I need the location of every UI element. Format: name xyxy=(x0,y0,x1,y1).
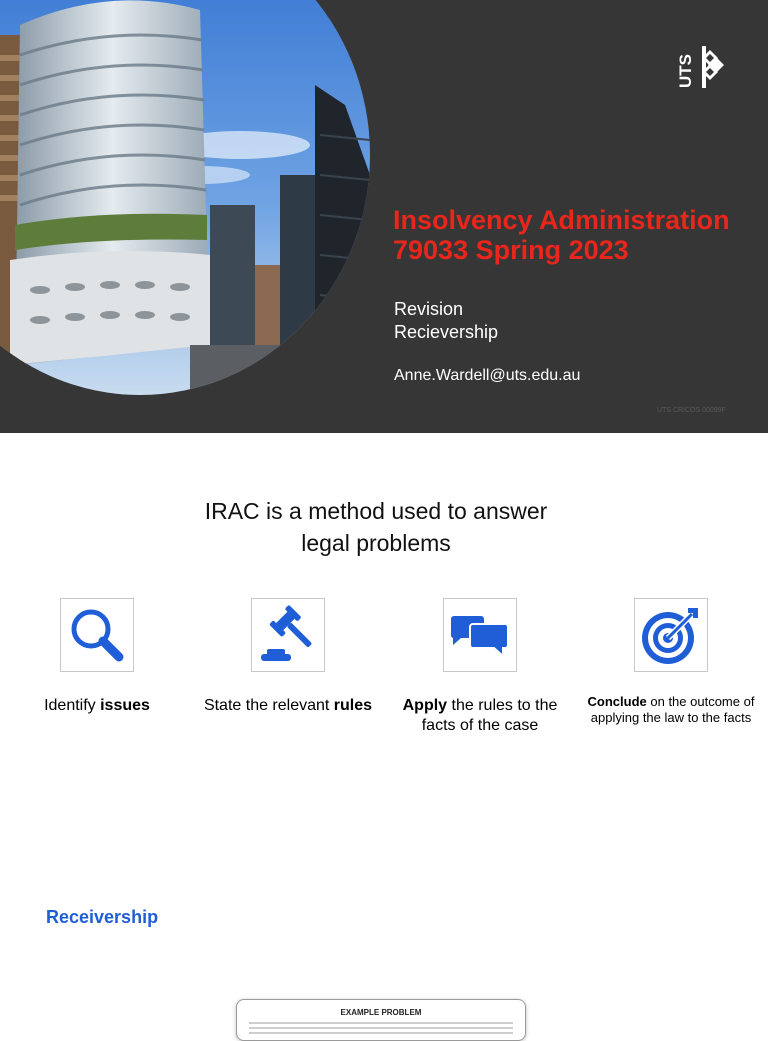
presentation-title xyxy=(393,205,730,265)
irac-step-conclude xyxy=(576,598,766,726)
irac-step-conclude-text xyxy=(576,694,766,726)
subtitle-line-2: Recievership xyxy=(394,322,499,342)
example-problem-text xyxy=(249,1022,513,1037)
irac-step-identify xyxy=(2,598,192,716)
irac-heading-line-1: IRAC is a method used to answer xyxy=(204,498,548,524)
step-text-bold: issues xyxy=(100,697,150,714)
example-problem-card xyxy=(236,999,526,1041)
step-text-bold: Conclude xyxy=(587,694,647,709)
example-problem-title: EXAMPLE PROBLEM xyxy=(340,1008,422,1017)
cricos-footer: UTS CRICOS 00099F xyxy=(657,407,726,414)
irac-step-apply xyxy=(385,598,575,736)
title-line-1: Insolvency Administration xyxy=(393,205,730,235)
step-text-pre: State the relevant xyxy=(203,697,334,714)
gavel-icon xyxy=(251,598,325,672)
building-photo xyxy=(0,0,370,395)
target-icon xyxy=(634,598,708,672)
irac-heading xyxy=(0,495,752,559)
author-email: Anne.Wardell@uts.edu.au xyxy=(394,367,581,384)
step-text-bold: rules xyxy=(333,697,373,714)
step-text-pre: Identify xyxy=(44,697,101,714)
irac-step-rules-text xyxy=(193,696,383,716)
irac-step-rules xyxy=(193,598,383,716)
magnifier-icon xyxy=(60,598,134,672)
receivership-title: Receivership xyxy=(46,907,159,927)
uts-logo-icon xyxy=(674,44,726,97)
step-text-bold: Apply xyxy=(402,697,448,714)
irac-step-apply-text xyxy=(385,696,575,736)
title-line-2: 79033 Spring 2023 xyxy=(393,235,629,265)
svg-text:UTS: UTS xyxy=(676,54,695,88)
presentation-subtitle xyxy=(394,298,498,344)
irac-heading-line-2: legal problems xyxy=(301,530,451,556)
irac-step-identify-text xyxy=(2,696,192,716)
step-text-post: the rules to the facts of the case xyxy=(421,697,558,734)
title-slide xyxy=(0,0,768,433)
speech-bubbles-icon xyxy=(443,598,517,672)
subtitle-line-1: Revision xyxy=(394,299,464,319)
step-text-post: on the outcome of applying the law to the facts xyxy=(590,694,755,725)
